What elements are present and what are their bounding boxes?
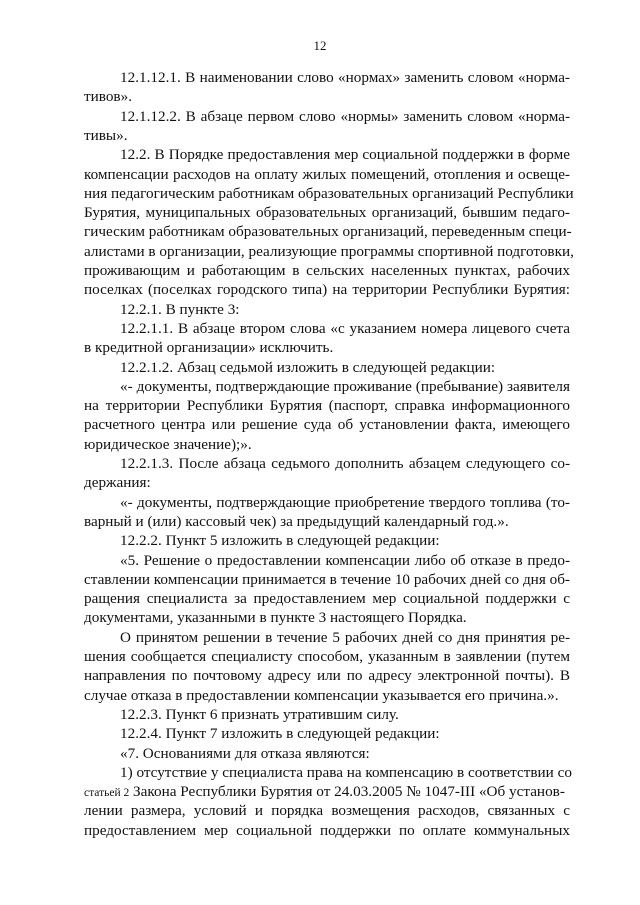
- text-line: 1) отсутствие у специалиста права на компенсацию в соответствии со: [120, 763, 572, 781]
- text-line: ния педагогическим работникам образовательных организаций Республики: [84, 184, 574, 202]
- text-line: 12.2.4. Пункт 7 изложить в следующей редакции:: [120, 725, 440, 743]
- text-line: «7. Основаниями для отказа являются:: [120, 744, 370, 762]
- text-line: 12.2.1. В пункте 3:: [120, 300, 240, 318]
- text-line: юридическое значение);».: [84, 435, 252, 453]
- text-line: поселках (поселках городского типа) на территории Республики Бурятия:: [84, 281, 570, 299]
- text-line: ращения специалиста за предоставлением мер социальной поддержки с: [84, 590, 570, 608]
- text-line: предоставлением мер социальной поддержки по оплате коммунальных: [84, 821, 570, 839]
- text-line: направления по почтовому адресу или по адресу электронной почты). В: [84, 667, 570, 685]
- text-line: 12.2. В Порядке предоставления мер социальной поддержки в форме: [120, 146, 570, 164]
- text-line: 12.2.3. Пункт 6 признать утратившим силу.: [120, 705, 399, 723]
- text-line: О принятом решении в течение 5 рабочих дней со дня принятия ре-: [120, 628, 570, 646]
- text-line: шения сообщается специалисту способом, указанным в заявлении (путем: [84, 648, 570, 665]
- text-line: 12.1.12.1. В наименовании слово «нормах» заменить словом «норма-: [120, 69, 570, 86]
- text-line: 12.2.1.3. После абзаца седьмого дополнить абзацем следующего со-: [120, 455, 570, 472]
- text-line: на территории Республики Бурятия (паспорт, справка информационного: [84, 397, 570, 415]
- text-line: расчетного центра или решение суда об установлении факта, имеющего: [84, 416, 570, 434]
- text-line: ставлении компенсации принимается в течение 10 рабочих дней со дня об-: [84, 570, 570, 588]
- text-line: лении размера, условий и порядка возмещения расходов, связанных с: [84, 802, 570, 820]
- text-line: в кредитной организации» исключить.: [84, 339, 334, 357]
- article-reference: статьей 2: [84, 787, 130, 800]
- text-line: 12.2.1.1. В абзаце втором слова «с указанием номера лицевого счета: [120, 319, 570, 337]
- text-line: компенсации расходов на оплату жилых помещений, отопления и освеще-: [84, 165, 570, 183]
- page-number: 12: [313, 38, 327, 53]
- text-line: гическим работникам образовательных организаций, переведенным специ-: [84, 223, 572, 241]
- text-line: документами, указанными в пункте 3 настоящего Порядка.: [84, 609, 467, 627]
- text-line: «- документы, подтверждающие проживание (пребывание) заявителя: [120, 377, 570, 395]
- text-line: 12.1.12.2. В абзаце первом слово «нормы» заменить словом «норма-: [120, 107, 570, 125]
- text-line: «- документы, подтверждающие приобретение твердого топлива (то-: [120, 493, 570, 511]
- text-line: Бурятия, муниципальных образовательных организаций, бывшим педаго-: [84, 204, 570, 222]
- text-line: тивы».: [84, 126, 128, 144]
- text-line: Закона Республики Бурятия от 24.03.2005 № 1047-III «Об установ-: [133, 783, 565, 801]
- text-line: 12.2.2. Пункт 5 изложить в следующей редакции:: [120, 532, 440, 550]
- text-line-with-reference: [84, 782, 570, 803]
- text-line: держания:: [84, 474, 151, 492]
- text-line: алистами в организации, реализующие программы спортивной подготовки,: [84, 242, 574, 260]
- text-line: проживающим и работающим в сельских населенных пунктах, рабочих: [84, 262, 570, 279]
- text-line: варный и (или) кассовый чек) за предыдущий календарный год.».: [84, 512, 509, 530]
- text-line: 12.2.1.2. Абзац седьмой изложить в следующей редакции:: [120, 358, 496, 376]
- text-line: тивов».: [84, 88, 132, 106]
- text-line: «5. Решение о предоставлении компенсации либо об отказе в предо-: [120, 551, 570, 569]
- text-line: случае отказа в предоставлении компенсации указывается его причина.».: [84, 686, 559, 704]
